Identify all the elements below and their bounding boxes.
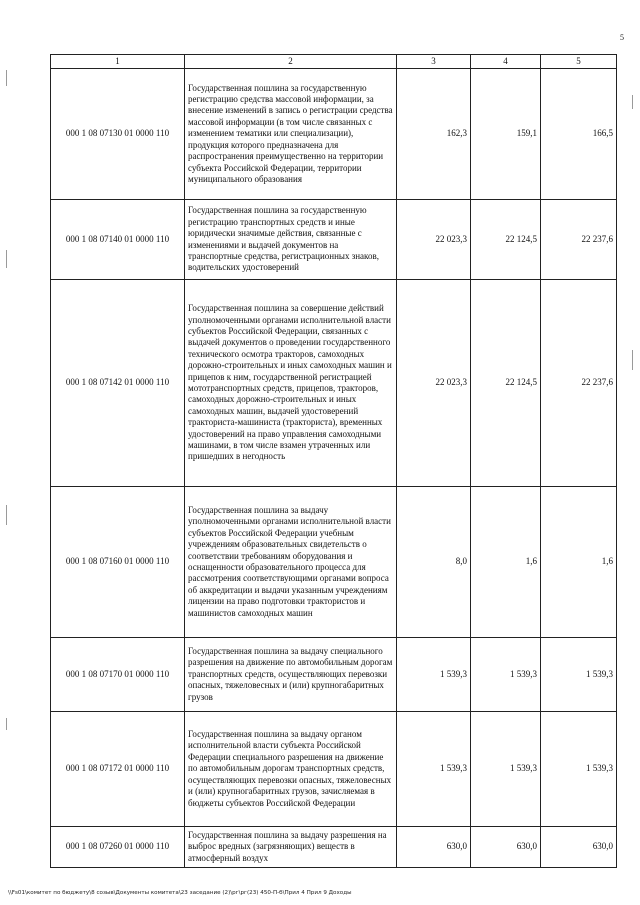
value-col5-cell: 166,5 [541, 69, 617, 200]
table-row [51, 280, 617, 487]
value-col3-cell: 22 023,3 [397, 200, 471, 280]
value-col5-cell: 630,0 [541, 827, 617, 868]
value-col3-cell: 22 023,3 [397, 280, 471, 487]
budget-code-cell: 000 1 08 07140 01 0000 110 [51, 200, 185, 280]
table-row [51, 200, 617, 280]
revenue-table [50, 54, 617, 868]
value-col3-cell: 1 539,3 [397, 638, 471, 712]
table-header-row [51, 55, 617, 69]
table-row [51, 712, 617, 827]
scan-margin-line [6, 70, 7, 86]
budget-code-cell: 000 1 08 07160 01 0000 110 [51, 487, 185, 638]
value-col5-cell: 22 237,6 [541, 280, 617, 487]
value-col4-cell: 1 539,3 [471, 638, 541, 712]
page-number: 5 [620, 33, 624, 42]
table-row [51, 69, 617, 200]
description-cell: Государственная пошлина за выдачу разрешения на выброс вредных (загрязняющих) веществ в атмосферный воздух [185, 827, 397, 868]
budget-code-cell: 000 1 08 07142 01 0000 110 [51, 280, 185, 487]
value-col3-cell: 8,0 [397, 487, 471, 638]
column-header: 1 [51, 55, 185, 69]
description-cell: Государственная пошлина за совершение действий уполномоченными органами исполнительной власти субъектов Российской Федерации, связанных с выдачей документов о проведении государственного технического осмотра тракторов, самоходных дорожно-строительных и иных самоходных машин и прицепов к ним, государственной регистрацией мототранспортных средств, прицепов, тракторов, самоходных дорожно-строительных и иных самоходных машин, выдачей удостоверений тракториста-машиниста (тракториста), временных удостоверений на право управления самоходными машинами, в том числе взамен утраченных или пришедших в негодность [185, 280, 397, 487]
scan-margin-line [632, 350, 633, 370]
table-row [51, 638, 617, 712]
column-header: 5 [541, 55, 617, 69]
column-header: 4 [471, 55, 541, 69]
description-cell: Государственная пошлина за государственную регистрацию транспортных средств и иные юридически значимые действия, связанные с изменениями и выдачей документов на транспортные средства, регистрационных знаков, водительских удостоверений [185, 200, 397, 280]
value-col4-cell: 22 124,5 [471, 280, 541, 487]
value-col4-cell: 159,1 [471, 69, 541, 200]
value-col4-cell: 1 539,3 [471, 712, 541, 827]
value-col5-cell: 1 539,3 [541, 638, 617, 712]
description-cell: Государственная пошлина за выдачу специального разрешения на движение по автомобильным дорогам транспортных средств, осуществляющих перевозки опасных, тяжеловесных и (или) крупногабаритных грузов [185, 638, 397, 712]
description-cell: Государственная пошлина за выдачу органом исполнительной власти субъекта Российской Федерации специального разрешения на движение по автомобильным дорогам транспортных средств, осуществляющих перевозки опасных, тяжеловесных и (или) крупногабаритных грузов, зачисляемая в бюджеты субъектов Российской Федерации [185, 712, 397, 827]
value-col4-cell: 1,6 [471, 487, 541, 638]
budget-code-cell: 000 1 08 07172 01 0000 110 [51, 712, 185, 827]
value-col5-cell: 1,6 [541, 487, 617, 638]
scan-margin-line [6, 505, 7, 525]
column-header: 2 [185, 55, 397, 69]
value-col3-cell: 1 539,3 [397, 712, 471, 827]
budget-code-cell: 000 1 08 07130 01 0000 110 [51, 69, 185, 200]
document-file-path: \\Fs01\комитет по бюджету\8 созыв\Документы комитета\23 заседание (2)\рг\рг(23) 450-П-б\Прил 4 Прил 9 Доходы [8, 890, 352, 896]
scan-margin-line [632, 95, 633, 109]
value-col4-cell: 630,0 [471, 827, 541, 868]
budget-code-cell: 000 1 08 07170 01 0000 110 [51, 638, 185, 712]
table-row [51, 827, 617, 868]
scan-margin-line [6, 250, 7, 268]
description-cell: Государственная пошлина за выдачу уполномоченными органами исполнительной власти субъектов Российской Федерации учебным учреждениям образовательных свидетельств о соответствии требованиям оборудования и оснащенности образовательного процесса для рассмотрения соответствующими органами вопроса об аккредитации и выдачи указанным учреждениям лицензии на право подготовки трактористов и машинистов самоходных машин [185, 487, 397, 638]
description-cell: Государственная пошлина за государственную регистрацию средства массовой информации, за внесение изменений в запись о регистрации средства массовой информации (в том числе связанных с изменением тематики или специализации), продукция которого предназначена для распространения преимущественно на территории субъекта Российской Федерации, территории муниципального образования [185, 69, 397, 200]
value-col3-cell: 162,3 [397, 69, 471, 200]
budget-code-cell: 000 1 08 07260 01 0000 110 [51, 827, 185, 868]
value-col3-cell: 630,0 [397, 827, 471, 868]
value-col5-cell: 22 237,6 [541, 200, 617, 280]
value-col5-cell: 1 539,3 [541, 712, 617, 827]
column-header: 3 [397, 55, 471, 69]
scan-margin-line [6, 718, 7, 730]
table-row [51, 487, 617, 638]
value-col4-cell: 22 124,5 [471, 200, 541, 280]
